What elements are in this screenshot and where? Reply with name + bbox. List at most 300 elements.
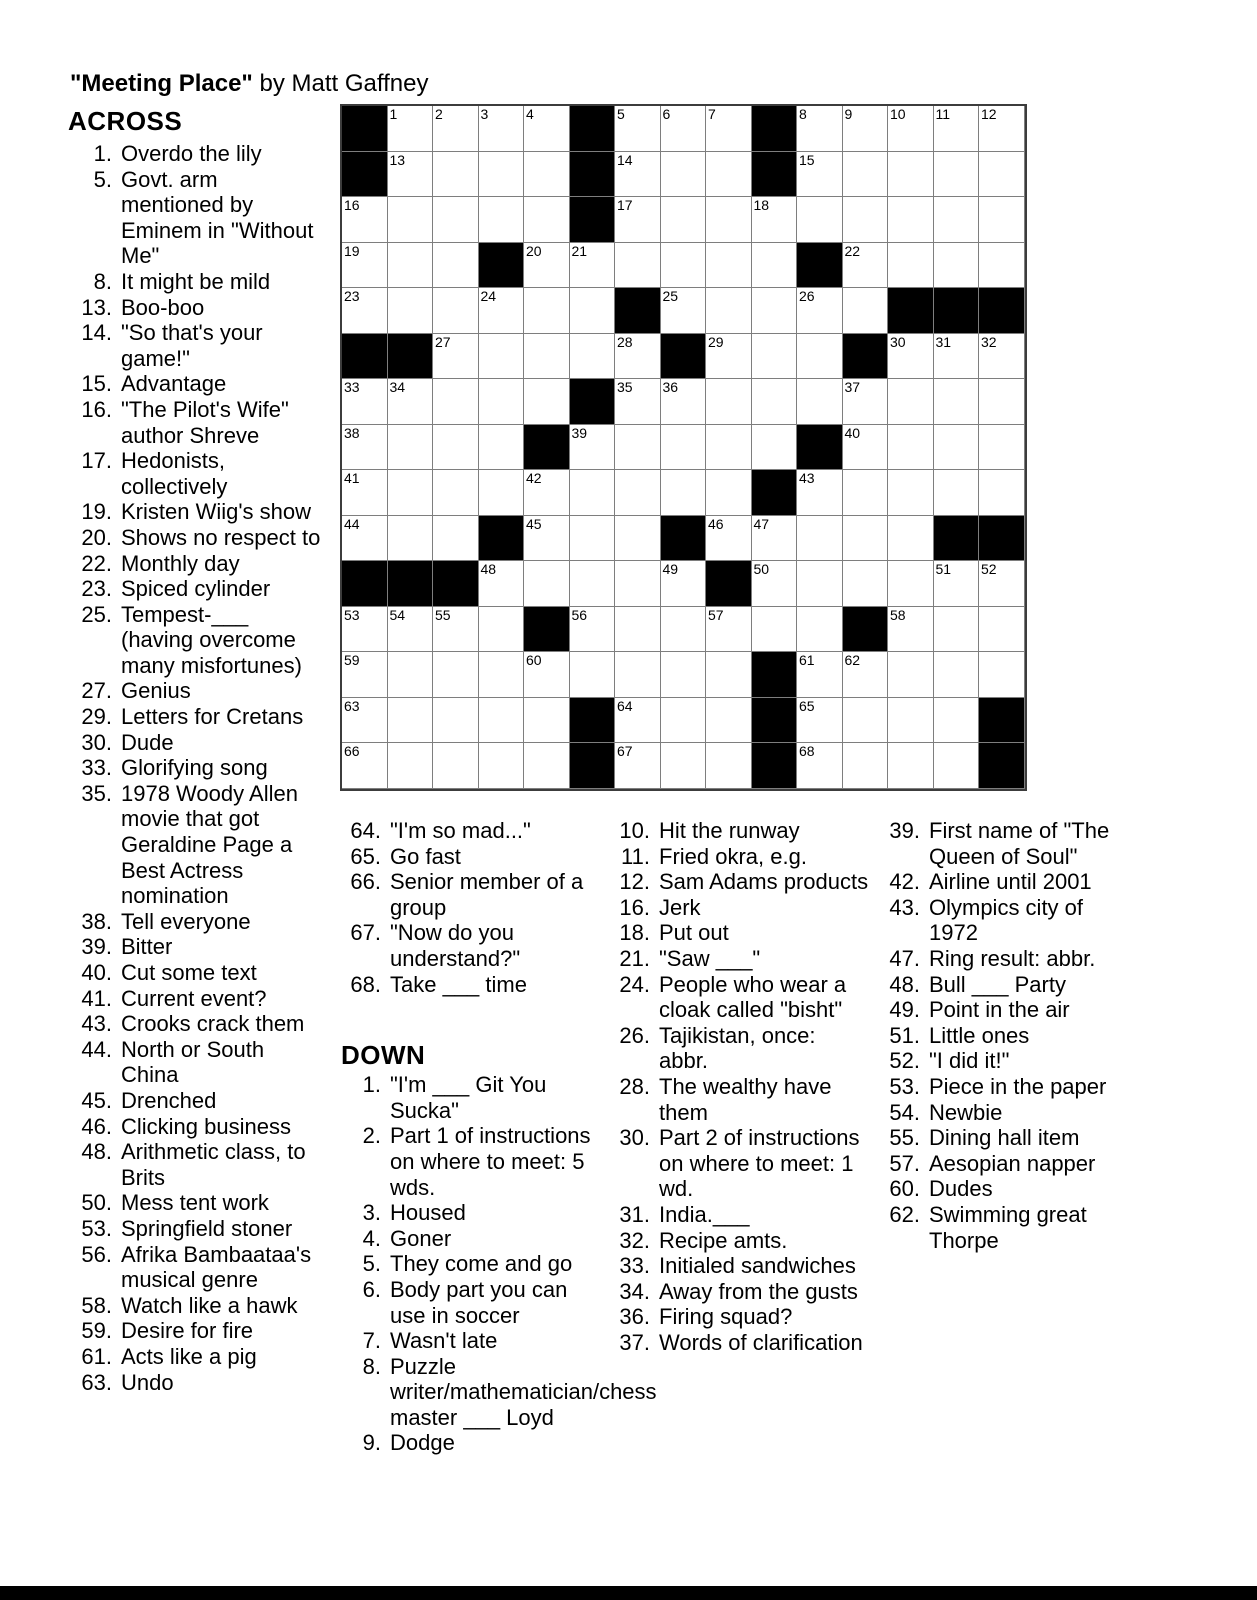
grid-cell[interactable] [570,607,616,653]
grid-cell[interactable] [479,334,525,380]
grid-cell[interactable] [706,425,752,471]
grid-cell[interactable] [524,743,570,789]
grid-cell[interactable] [979,379,1025,425]
grid-cell-number: 47 [753,515,770,532]
clue-text: Tell everyone [121,908,251,934]
grid-cell[interactable] [934,607,980,653]
puzzle-name: "Meeting Place" [70,70,253,97]
grid-cell[interactable] [797,197,843,243]
clue-number: 67. [350,920,381,946]
grid-cell[interactable] [979,243,1025,289]
clue-text: "Now do you understand?" [390,920,521,971]
clue-item [68,1318,322,1344]
grid-cell[interactable] [388,652,434,698]
grid-cell[interactable] [888,516,934,562]
grid-cell[interactable] [479,425,525,471]
clue-item [337,920,600,971]
clue-text: Dude [121,729,174,755]
grid-cell[interactable] [388,425,434,471]
clue-text: Overdo the lily [121,141,262,166]
clue-item [876,895,1129,946]
grid-cell[interactable] [433,334,479,380]
grid-cell-number: 9 [844,106,853,122]
grid-cell[interactable] [524,561,570,607]
grid-cell[interactable] [797,334,843,380]
clue-text: Words of clarification [659,1329,863,1355]
clue-text: Firing squad? [659,1304,793,1330]
grid-cell-number: 20 [526,242,542,259]
grid-cell[interactable] [433,652,479,698]
grid-cell[interactable] [615,243,661,289]
clue-number: 12. [619,869,650,895]
clue-item [337,1072,600,1123]
grid-cell-number: 30 [890,333,906,350]
grid-cell[interactable] [661,698,707,744]
clue-text: Sam Adams products [659,869,869,895]
clue-item [876,1074,1129,1100]
grid-cell[interactable] [843,470,889,516]
clue-item [68,781,322,909]
grid-cell[interactable] [433,197,479,243]
clue-item [606,895,869,921]
grid-cell[interactable] [570,288,616,334]
grid-cell[interactable] [979,106,1025,152]
grid-cell[interactable] [570,425,616,471]
grid-cell[interactable] [524,197,570,243]
grid-cell[interactable] [752,425,798,471]
grid-cell[interactable] [342,607,388,653]
grid-cell-number: 6 [662,106,671,122]
grid-cell[interactable] [934,152,980,198]
grid-cell[interactable] [661,652,707,698]
clue-text: Tempest-___ (having overcome many misfortunes) [121,601,302,678]
grid-cell[interactable] [752,379,798,425]
grid-cell[interactable] [706,152,752,198]
grid-cell[interactable] [797,698,843,744]
grid-cell[interactable] [706,334,752,380]
grid-cell[interactable] [843,197,889,243]
grid-cell[interactable] [934,470,980,516]
grid-cell[interactable] [843,561,889,607]
clue-item [68,730,322,756]
grid-cell[interactable] [752,334,798,380]
grid-cell[interactable] [615,425,661,471]
clue-text: Bitter [121,934,173,960]
grid-cell[interactable] [888,470,934,516]
grid-cell[interactable] [479,698,525,744]
grid-cell[interactable] [843,243,889,289]
clue-number: 30. [619,1125,650,1151]
grid-cell[interactable] [388,106,434,152]
grid-cell[interactable] [934,425,980,471]
grid-cell[interactable] [706,516,752,562]
grid-cell[interactable] [342,243,388,289]
clue-number: 30. [81,729,112,755]
grid-cell[interactable] [479,379,525,425]
clue-text: "I did it!" [929,1048,1010,1074]
grid-cell[interactable] [888,561,934,607]
grid-cell-number: 27 [435,333,451,350]
grid-cell-number: 42 [526,470,542,486]
grid-cell-number: 55 [435,606,451,623]
grid-cell[interactable] [342,516,388,562]
clue-text: Acts like a pig [121,1343,257,1369]
grid-cell[interactable] [934,334,980,380]
grid-cell[interactable] [524,106,570,152]
grid-cell[interactable] [979,561,1025,607]
grid-cell[interactable] [888,698,934,744]
grid-cell[interactable] [661,197,707,243]
grid-cell[interactable] [706,288,752,334]
grid-cell-number: 45 [526,515,542,532]
clue-item [606,1330,869,1356]
clue-text: Kristen Wiig's show [121,499,312,525]
grid-cell[interactable] [479,607,525,653]
grid-cell[interactable] [615,334,661,380]
clue-item [337,818,600,844]
grid-cell[interactable] [388,152,434,198]
grid-cell[interactable] [979,425,1025,471]
clue-number: 45. [81,1087,112,1113]
clue-number: 8. [93,268,112,294]
clue-item [68,397,322,448]
grid-cell[interactable] [570,334,616,380]
grid-cell[interactable] [934,743,980,789]
grid-cell[interactable] [934,561,980,607]
grid-cell[interactable] [888,607,934,653]
clue-number: 33. [81,755,112,781]
grid-cell[interactable] [342,652,388,698]
grid-cell-black [615,288,661,334]
grid-cell[interactable] [661,470,707,516]
grid-cell[interactable] [888,243,934,289]
grid-cell[interactable] [979,334,1025,380]
grid-cell[interactable] [843,743,889,789]
grid-cell[interactable] [388,288,434,334]
grid-cell-number: 65 [799,697,815,714]
clue-number: 65. [350,843,381,869]
grid-cell[interactable] [888,197,934,243]
grid-cell[interactable] [752,288,798,334]
puzzle-title [70,70,428,98]
grid-cell[interactable] [388,379,434,425]
grid-cell-black [843,334,889,380]
grid-cell-number: 28 [617,333,633,350]
grid-cell[interactable] [797,561,843,607]
clue-number: 5. [93,166,112,192]
grid-cell[interactable] [934,698,980,744]
grid-cell[interactable] [342,470,388,516]
grid-cell[interactable] [388,516,434,562]
grid-cell[interactable] [797,106,843,152]
clue-item [606,946,869,972]
grid-cell[interactable] [524,379,570,425]
clue-text: Go fast [390,843,461,869]
grid-cell[interactable] [888,743,934,789]
grid-cell[interactable] [706,607,752,653]
grid-cell[interactable] [433,152,479,198]
clue-text: The wealthy have them [659,1073,832,1125]
clue-number: 47. [889,945,920,971]
grid-cell[interactable] [615,379,661,425]
grid-cell[interactable] [843,379,889,425]
grid-cell-number: 12 [981,106,997,122]
grid-cell[interactable] [752,607,798,653]
clue-number: 51. [889,1022,920,1048]
clue-number: 22. [81,550,112,576]
grid-cell-number: 63 [344,697,360,714]
clue-text: Current event? [121,985,267,1011]
grid-cell[interactable] [661,743,707,789]
grid-cell[interactable] [706,698,752,744]
grid-cell[interactable] [388,197,434,243]
grid-cell[interactable] [661,152,707,198]
grid-cell[interactable] [706,243,752,289]
grid-cell[interactable] [888,425,934,471]
across-header: ACROSS [68,106,183,136]
clue-item [68,1370,322,1396]
grid-cell[interactable] [706,379,752,425]
grid-cell[interactable] [888,379,934,425]
grid-cell[interactable] [570,652,616,698]
grid-cell[interactable] [615,743,661,789]
clue-text: Initialed sandwiches [659,1253,856,1279]
grid-cell-number: 33 [344,379,360,395]
grid-cell[interactable] [797,516,843,562]
grid-cell-number: 62 [844,652,861,668]
grid-cell[interactable] [388,470,434,516]
grid-cell[interactable] [615,516,661,562]
grid-cell[interactable] [433,288,479,334]
grid-cell-black [570,698,616,744]
grid-cell[interactable] [433,743,479,789]
clue-number: 48. [81,1139,112,1165]
grid-cell[interactable] [388,698,434,744]
clue-number: 41. [81,985,112,1011]
grid-cell[interactable] [934,106,980,152]
grid-cell[interactable] [479,561,525,607]
grid-cell[interactable] [843,106,889,152]
grid-cell[interactable] [615,152,661,198]
grid-cell[interactable] [342,288,388,334]
grid-cell[interactable] [934,652,980,698]
grid-cell[interactable] [342,379,388,425]
clue-number: 15. [81,371,112,397]
clue-number: 40. [81,960,112,985]
grid-cell-number: 66 [344,743,360,759]
grid-cell[interactable] [979,197,1025,243]
grid-cell[interactable] [433,425,479,471]
grid-cell[interactable] [342,425,388,471]
grid-cell[interactable] [524,470,570,516]
grid-cell[interactable] [752,561,798,607]
clue-item [68,909,322,935]
grid-cell[interactable] [797,288,843,334]
clue-text: North or South China [121,1036,265,1088]
grid-cell[interactable] [615,698,661,744]
grid-cell[interactable] [570,561,616,607]
grid-cell[interactable] [843,698,889,744]
clue-number: 16. [81,396,112,422]
clue-item [68,934,322,960]
clue-number: 35. [81,780,112,806]
grid-cell[interactable] [524,516,570,562]
grid-cell-black [342,106,388,152]
grid-cell[interactable] [570,243,616,289]
clue-item [68,1293,322,1319]
grid-cell[interactable] [524,288,570,334]
clue-item [337,1123,600,1200]
grid-cell[interactable] [342,743,388,789]
grid-cell-number: 18 [753,197,770,213]
grid-cell[interactable] [479,152,525,198]
grid-cell[interactable] [752,243,798,289]
grid-cell[interactable] [979,652,1025,698]
across-clue-list-continued [337,818,600,997]
grid-cell[interactable] [524,152,570,198]
grid-cell[interactable] [888,652,934,698]
grid-cell[interactable] [479,470,525,516]
clue-text: India.___ [659,1201,750,1227]
grid-cell[interactable] [388,607,434,653]
grid-cell[interactable] [615,197,661,243]
grid-cell[interactable] [570,516,616,562]
grid-cell[interactable] [706,652,752,698]
grid-cell[interactable] [570,470,616,516]
clue-item [876,1202,1129,1253]
grid-cell[interactable] [661,607,707,653]
clue-item [606,818,869,844]
grid-cell[interactable] [797,652,843,698]
grid-cell[interactable] [888,334,934,380]
grid-cell[interactable] [888,106,934,152]
grid-cell[interactable] [934,197,980,243]
grid-cell[interactable] [433,698,479,744]
grid-cell[interactable] [479,652,525,698]
grid-cell[interactable] [524,698,570,744]
grid-cell-black [570,152,616,198]
grid-cell-number: 34 [389,379,406,395]
grid-cell[interactable] [661,425,707,471]
grid-cell-black [570,106,616,152]
clue-number: 29. [81,704,112,730]
grid-cell[interactable] [797,607,843,653]
clue-number: 13. [81,294,112,320]
grid-cell[interactable] [979,607,1025,653]
grid-cell[interactable] [661,288,707,334]
grid-cell-black [797,243,843,289]
grid-cell[interactable] [479,106,525,152]
grid-cell[interactable] [661,379,707,425]
grid-cell[interactable] [342,698,388,744]
clue-item [876,1048,1129,1074]
clue-number: 68. [350,971,381,997]
grid-cell[interactable] [888,152,934,198]
clue-item [68,1344,322,1370]
grid-cell[interactable] [979,470,1025,516]
grid-cell[interactable] [661,243,707,289]
grid-cell[interactable] [934,243,980,289]
grid-cell[interactable] [479,743,525,789]
grid-cell[interactable] [342,197,388,243]
grid-cell[interactable] [615,561,661,607]
grid-cell[interactable] [615,106,661,152]
clue-item [876,1176,1129,1202]
grid-cell[interactable] [615,607,661,653]
grid-cell[interactable] [934,379,980,425]
clue-item [68,576,322,602]
down-header: DOWN [341,1040,426,1071]
grid-cell[interactable] [979,152,1025,198]
clue-text: Part 1 of instructions on where to meet: 5 wds. [390,1123,591,1200]
clue-text: Wasn't late [390,1328,498,1354]
grid-cell-black [706,561,752,607]
grid-cell[interactable] [615,470,661,516]
grid-cell[interactable] [388,743,434,789]
grid-cell[interactable] [388,243,434,289]
clue-item [68,602,322,679]
grid-cell[interactable] [706,197,752,243]
grid-cell-number: 51 [935,561,952,577]
grid-cell[interactable] [433,607,479,653]
clue-number: 58. [81,1292,112,1318]
grid-cell[interactable] [524,334,570,380]
grid-cell[interactable] [843,152,889,198]
clue-item [68,141,322,167]
grid-cell[interactable] [843,652,889,698]
grid-cell[interactable] [433,379,479,425]
grid-cell[interactable] [843,425,889,471]
clue-text: Airline until 2001 [929,869,1092,895]
clue-item [68,1190,322,1216]
grid-cell[interactable] [433,106,479,152]
clue-item [876,1125,1129,1151]
grid-cell[interactable] [433,470,479,516]
grid-cell-number: 8 [799,106,807,122]
grid-cell[interactable] [843,288,889,334]
grid-cell[interactable] [433,243,479,289]
grid-cell[interactable] [433,516,479,562]
grid-cell[interactable] [706,106,752,152]
clue-text: Senior member of a group [390,869,584,920]
grid-cell[interactable] [706,743,752,789]
clue-text: Hedonists, collectively [121,448,228,499]
clue-item [876,997,1129,1023]
grid-cell[interactable] [797,379,843,425]
grid-cell[interactable] [797,152,843,198]
grid-cell[interactable] [524,652,570,698]
grid-cell[interactable] [843,516,889,562]
clue-item [68,1114,322,1140]
grid-cell-number: 32 [981,333,997,350]
clue-item [876,1023,1129,1049]
grid-cell[interactable] [752,197,798,243]
grid-cell[interactable] [661,561,707,607]
clue-text: Point in the air [929,997,1070,1023]
grid-cell[interactable] [797,743,843,789]
grid-cell[interactable] [706,470,752,516]
grid-cell[interactable] [479,197,525,243]
grid-cell[interactable] [615,652,661,698]
down-clue-list-2 [606,818,869,1355]
clue-item [68,499,322,525]
grid-cell[interactable] [797,470,843,516]
clue-number: 50. [81,1190,112,1216]
grid-cell[interactable] [479,288,525,334]
grid-cell[interactable] [752,516,798,562]
grid-cell[interactable] [524,243,570,289]
grid-cell[interactable] [661,106,707,152]
